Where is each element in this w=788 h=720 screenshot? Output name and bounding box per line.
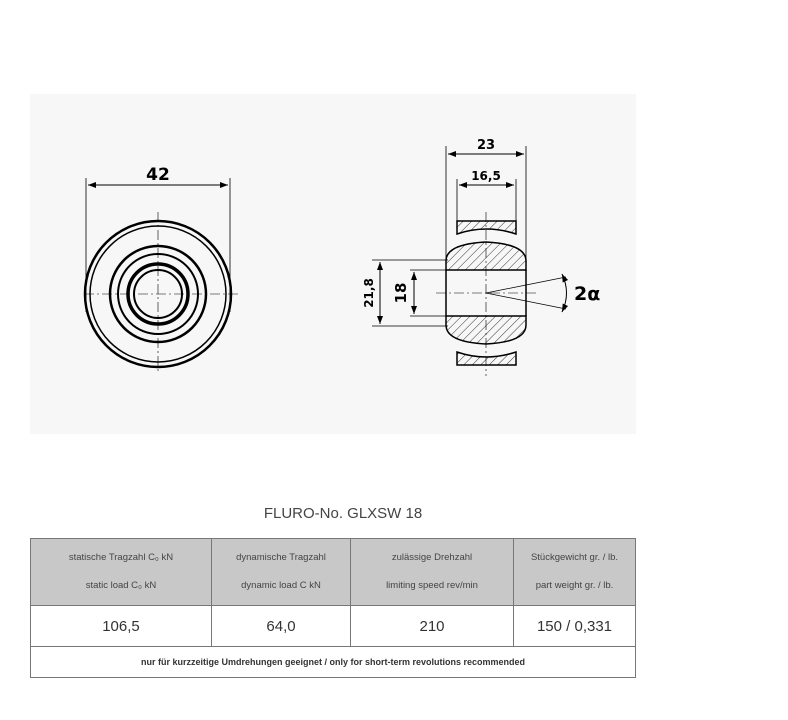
usage-note: nur für kurzzeitige Umdrehungen geeignet / only for short-term revolutions recommended <box>31 647 636 678</box>
dim-width-outer: 23 <box>476 138 496 153</box>
dim-angle: 2α <box>574 283 601 305</box>
dim-outer-diameter: 42 <box>146 165 170 185</box>
header-dynamic-load: dynamische Tragzahl dynamic load C kN <box>212 539 351 606</box>
header-static-load: statische Tragzahl C₀ kN static load C₀ kN <box>31 539 212 606</box>
part-title: FLURO-No. GLXSW 18 <box>263 505 423 522</box>
bearing-drawing-svg <box>30 94 636 434</box>
header-part-weight: Stückgewicht gr. / lb. part weight gr. / lb. <box>514 539 636 606</box>
value-static-load: 106,5 <box>31 606 212 647</box>
dim-width-inner: 16,5 <box>471 169 501 183</box>
section-view <box>362 138 600 376</box>
value-part-weight: 150 / 0,331 <box>514 606 636 647</box>
front-view <box>84 165 240 372</box>
value-limiting-speed: 210 <box>351 606 514 647</box>
table-header-row <box>31 539 636 606</box>
header-limiting-speed: zulässige Drehzahl limiting speed rev/min <box>351 539 514 606</box>
table-row <box>31 606 636 647</box>
value-dynamic-load: 64,0 <box>212 606 351 647</box>
spec-table <box>30 538 636 678</box>
technical-drawing <box>30 94 636 434</box>
dim-bore: 18 <box>392 282 410 304</box>
dim-ball-diameter: 21,8 <box>362 278 376 308</box>
table-note-row <box>31 647 636 678</box>
